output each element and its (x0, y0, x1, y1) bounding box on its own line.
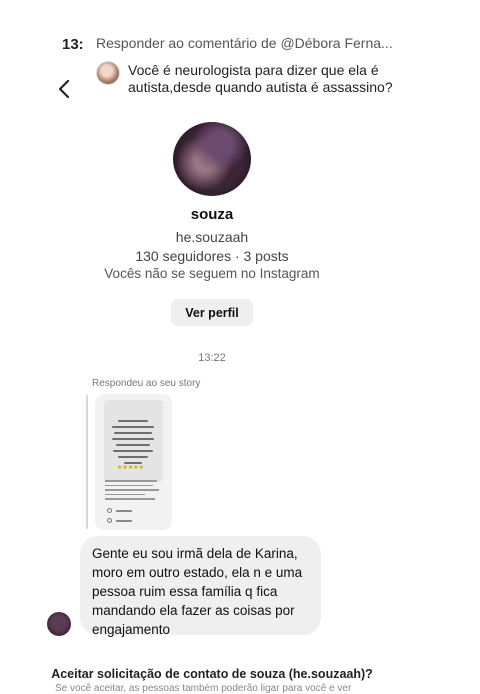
story-reply-label: Respondeu ao seu story (92, 378, 201, 389)
profile-avatar[interactable] (173, 122, 251, 196)
story-paragraph (105, 480, 161, 502)
message-text: Gente eu sou irmã dela de Karina, moro em outro estado, ela n e uma pessoa ruim essa família q fica mandando ela fazer as coisas por engajamento (92, 546, 303, 637)
comment-text: Você é neurologista para dizer que ela é autista,desde quando autista é assassino? (128, 62, 393, 95)
story-reply-bar (86, 395, 88, 529)
view-profile-button[interactable]: Ver perfil (171, 299, 253, 326)
story-row-icon (107, 518, 147, 524)
message-timestamp: 13:22 (198, 352, 226, 364)
profile-name: souza (190, 206, 234, 223)
accept-request-title: Aceitar solicitação de contato de souza (he.souzaah)? (51, 667, 373, 681)
commenter-avatar (96, 61, 120, 85)
profile-username: he.souzaah (175, 229, 249, 245)
back-chevron-icon[interactable] (54, 78, 76, 100)
sender-avatar[interactable] (47, 612, 71, 636)
reply-banner-text: Responder ao comentário de @Débora Ferna... (96, 35, 393, 51)
follow-status: Vocês não se seguem no Instagram (104, 266, 320, 281)
profile-stats: 130 seguidores · 3 posts (135, 248, 289, 264)
story-thumbnail[interactable] (95, 394, 172, 530)
accept-request-subtitle: Se você aceitar, as pessoas também poderão ligar para você e ver (55, 683, 352, 694)
story-stars-icon: ★★★★★ (117, 465, 144, 471)
status-time: 13: (62, 36, 84, 53)
story-row-icon (107, 508, 147, 514)
